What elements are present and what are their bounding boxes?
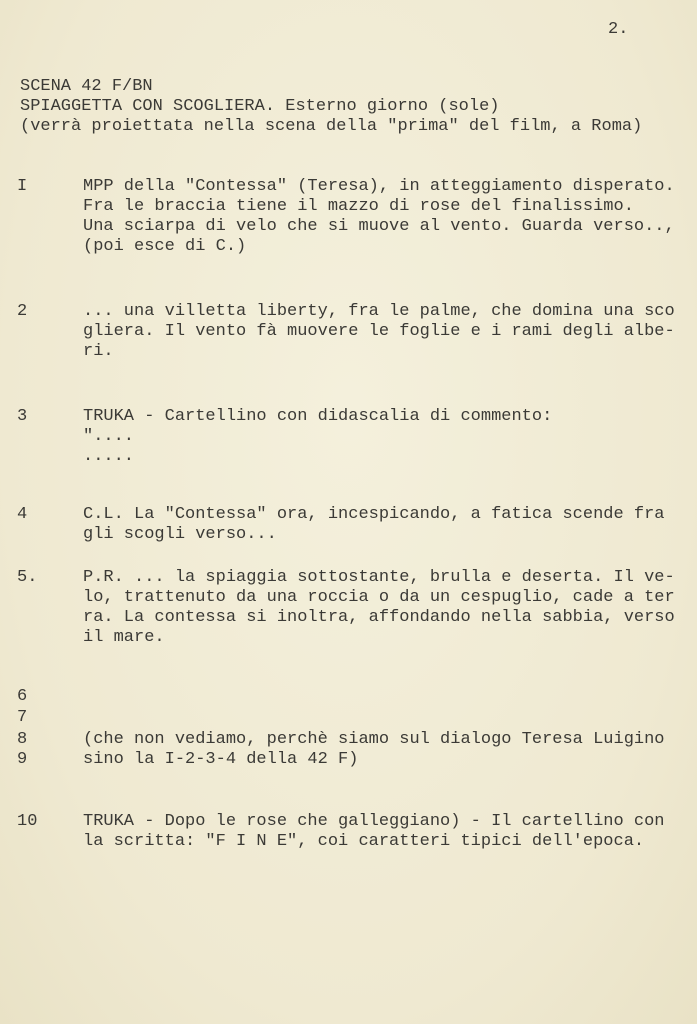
scene-note: (verrà proiettata nella scena della "prima" del film, a Roma) — [20, 117, 643, 136]
shot-text-line: il mare. — [83, 628, 165, 647]
shot-number: 10 — [17, 812, 38, 831]
shot-text-line: ri. — [83, 342, 114, 361]
shot-text-line: ra. La contessa si inoltra, affondando nella sabbia, verso — [83, 608, 675, 627]
shot-text-line: Fra le braccia tiene il mazzo di rose del finalissimo. — [83, 197, 634, 216]
shot-number: 8 — [17, 730, 28, 749]
shot-text-line: MPP della "Contessa" (Teresa), in atteggiamento disperato. — [83, 177, 675, 196]
shot-number: I — [17, 177, 28, 196]
shot-text-line: gli scogli verso... — [83, 525, 277, 544]
shot-number: 9 — [17, 750, 28, 769]
shot-number: 7 — [17, 708, 28, 727]
page-number: 2. — [608, 20, 629, 39]
shot-text-line: P.R. ... la spiaggia sottostante, brulla e deserta. Il ve- — [83, 568, 675, 587]
shot-text-line: sino la I-2-3-4 della 42 F) — [83, 750, 359, 769]
shot-text-line: ... una villetta liberty, fra le palme, che domina una sco — [83, 302, 675, 321]
shot-number: 3 — [17, 407, 28, 426]
shot-text-line: ".... — [83, 427, 135, 446]
shot-text-line: ..... — [83, 447, 135, 466]
shot-text-line: la scritta: "F I N E", coi caratteri tipici dell'epoca. — [83, 832, 645, 851]
shot-text-line: gliera. Il vento fà muovere le foglie e i rami degli albe- — [83, 322, 675, 341]
scene-heading: SCENA 42 F/BN — [20, 77, 153, 96]
shot-text-line: Una sciarpa di velo che si muove al vento. Guarda verso.., — [83, 217, 675, 236]
shot-text-line: (che non vediamo, perchè siamo sul dialogo Teresa Luigino — [83, 730, 665, 749]
shot-text-line: lo, trattenuto da una roccia o da un cespuglio, cade a ter — [83, 588, 675, 607]
shot-text-line: C.L. La "Contessa" ora, incespicando, a fatica scende fra — [83, 505, 665, 524]
shot-text-line: (poi esce di C.) — [83, 237, 247, 256]
shot-text-line: TRUKA - Cartellino con didascalia di commento: — [83, 407, 553, 426]
shot-text-line: TRUKA - Dopo le rose che galleggiano) - Il cartellino con — [83, 812, 665, 831]
scene-location: SPIAGGETTA CON SCOGLIERA. Esterno giorno (sole) — [20, 97, 500, 116]
shot-number: 5. — [17, 568, 38, 587]
shot-number: 4 — [17, 505, 28, 524]
shot-number: 6 — [17, 687, 28, 706]
shot-number: 2 — [17, 302, 28, 321]
